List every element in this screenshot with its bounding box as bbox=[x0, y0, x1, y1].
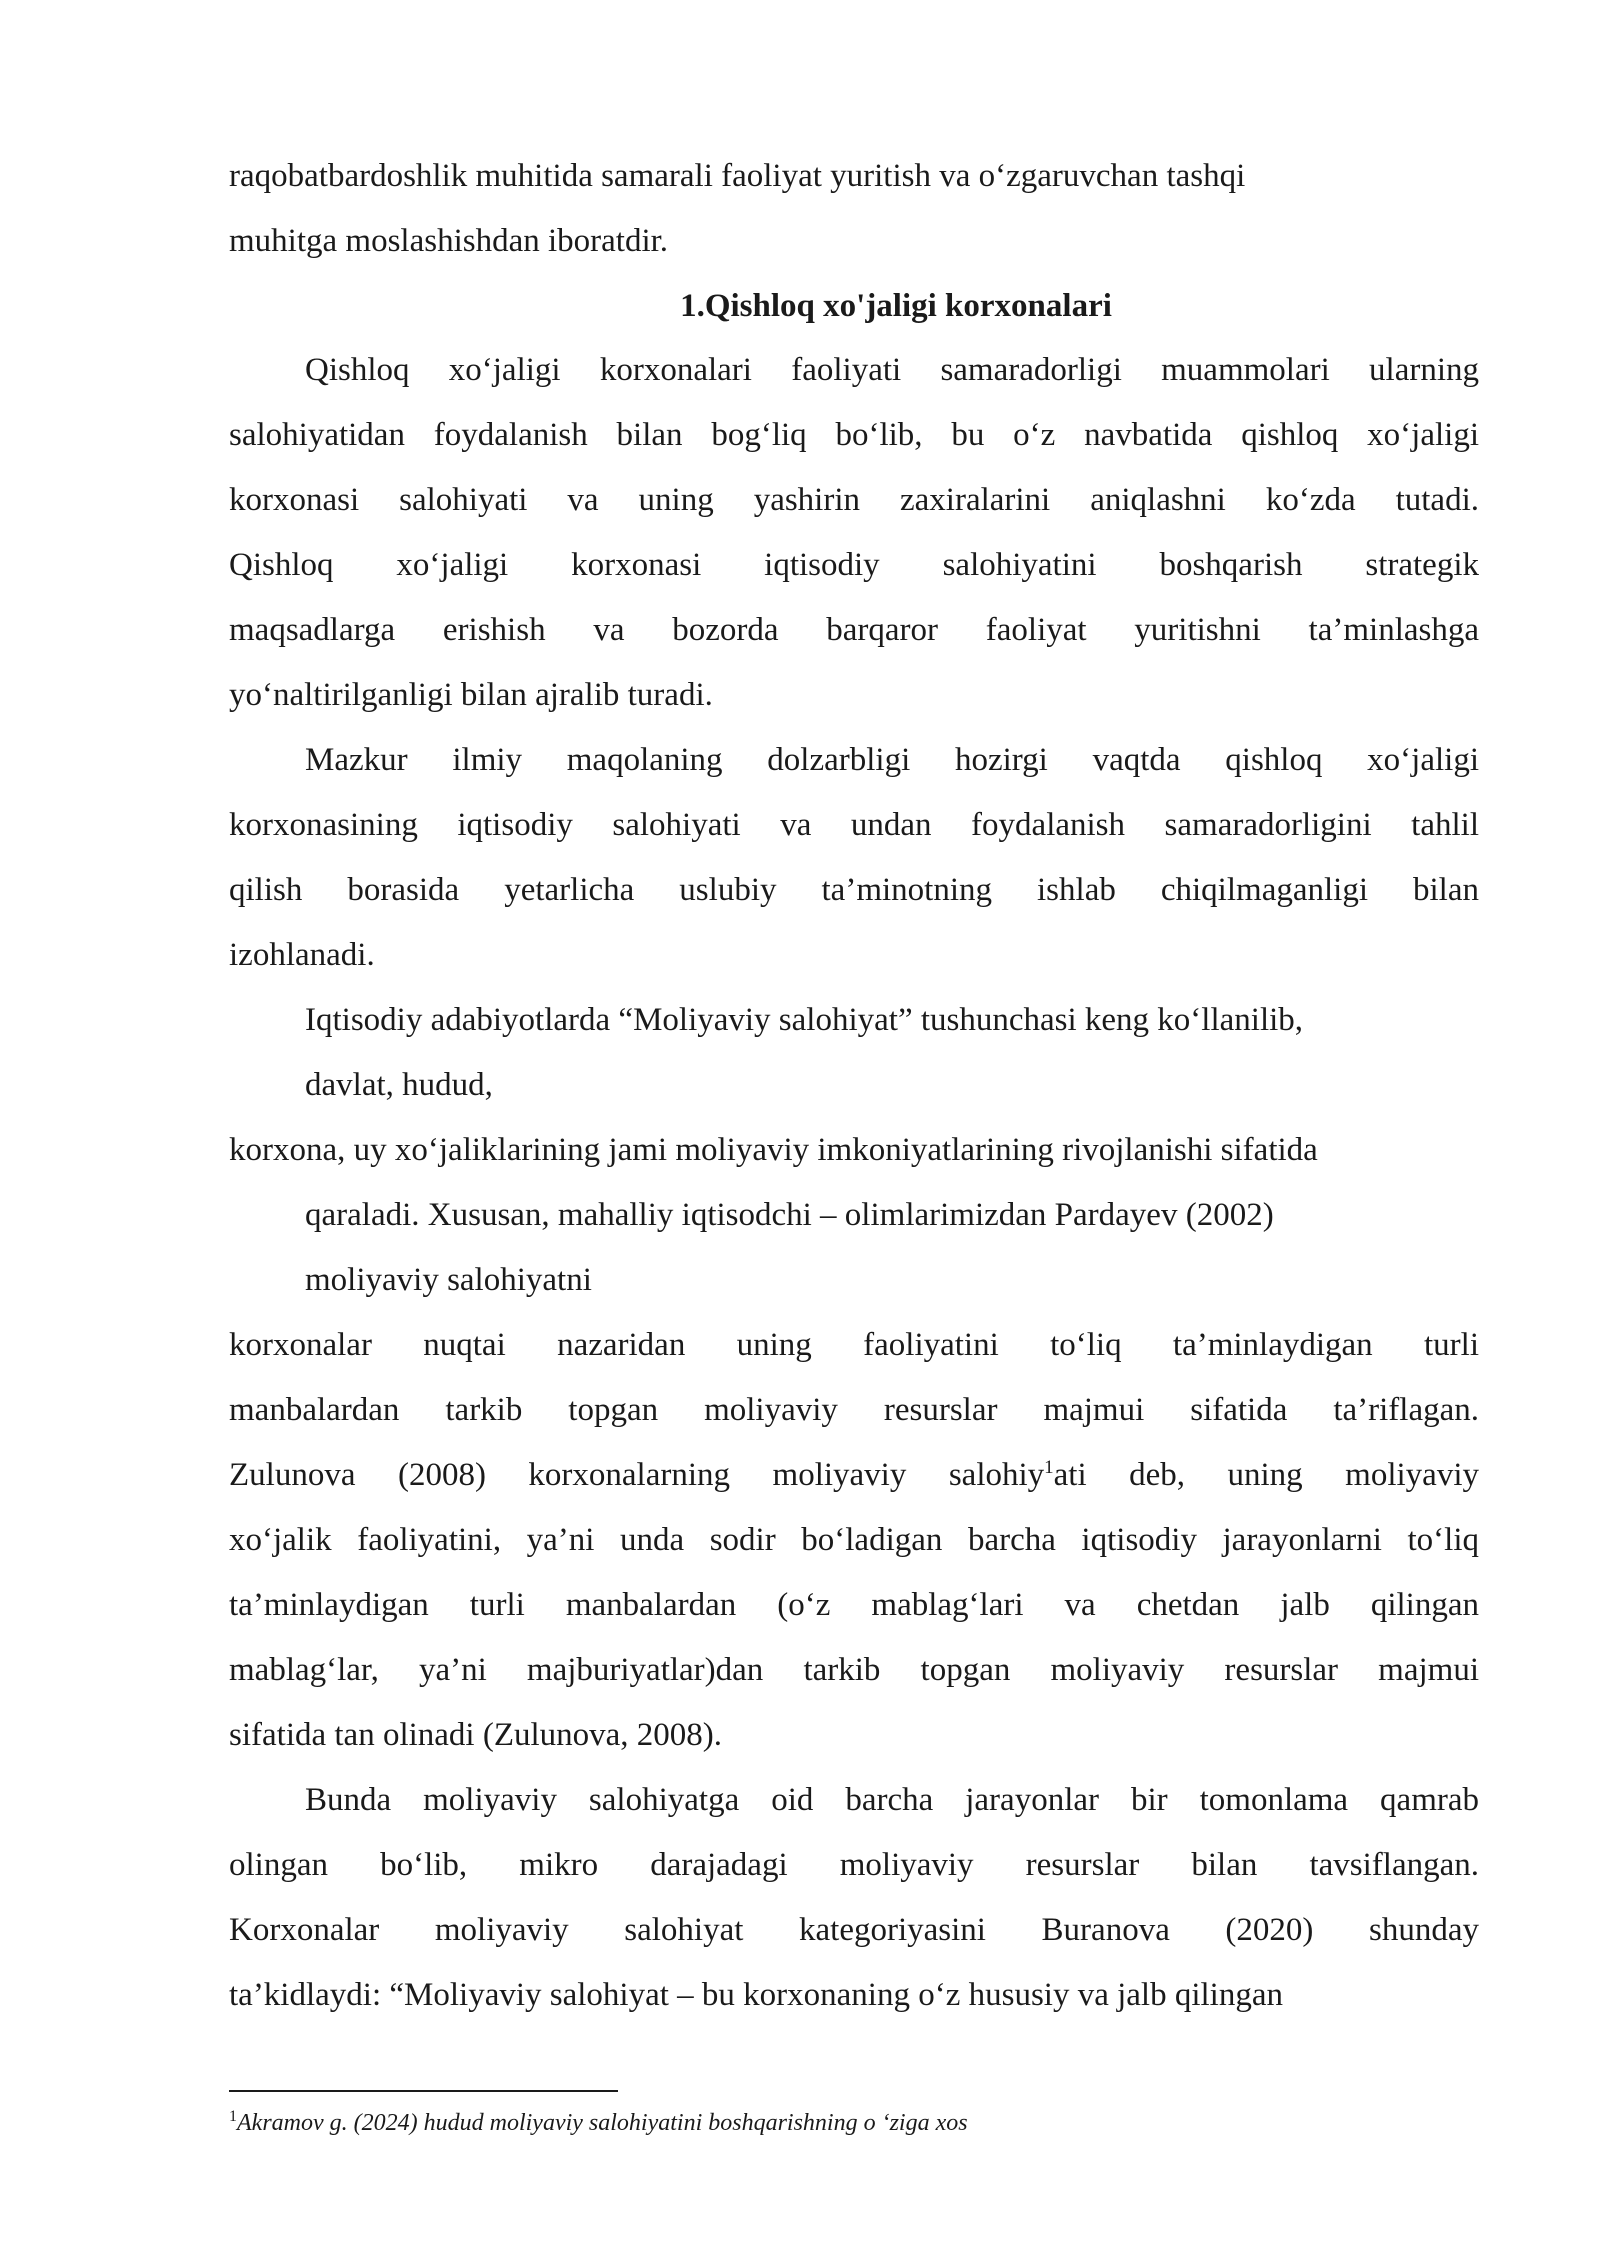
section-heading: 1.Qishloq xo'jaligi korxonalari bbox=[680, 288, 1112, 324]
body-text-line: salohiyatidan foydalanish bilan bog‘liq bo‘lib, bu o‘z navbatida qishloq xo‘jaligi bbox=[229, 417, 1479, 453]
body-text-line: korxonasi salohiyati va uning yashirin zaxiralarini aniqlashni ko‘zda tutadi. bbox=[229, 482, 1479, 518]
body-text-line: Qishloq xo‘jaligi korxonalari faoliyati samaradorligi muammolari ularning bbox=[305, 352, 1479, 388]
body-text-line: olingan bo‘lib, mikro darajadagi moliyaviy resurslar bilan tavsiflangan. bbox=[229, 1847, 1479, 1883]
body-text-line: korxona, uy xo‘jaliklarining jami moliyaviy imkoniyatlarining rivojlanishi sifatida bbox=[229, 1132, 1318, 1168]
body-text-line: ta’kidlaydi: “Moliyaviy salohiyat – bu korxonaning o‘z hususiy va jalb qilingan bbox=[229, 1977, 1283, 2013]
body-text-line: yo‘naltirilganligi bilan ajralib turadi. bbox=[229, 677, 713, 713]
body-text-line: davlat, hudud, bbox=[305, 1067, 493, 1103]
body-text-line: moliyaviy salohiyatni bbox=[305, 1262, 592, 1298]
body-text-line: qilish borasida yetarlicha uslubiy ta’minotning ishlab chiqilmaganligi bilan bbox=[229, 872, 1479, 908]
body-text-line: korxonasining iqtisodiy salohiyati va undan foydalanish samaradorligini tahlil bbox=[229, 807, 1479, 843]
body-text-line: korxonalar nuqtai nazaridan uning faoliyatini to‘liq ta’minlaydigan turli bbox=[229, 1327, 1479, 1363]
body-text-line: maqsadlarga erishish va bozorda barqaror faoliyat yuritishni ta’minlashga bbox=[229, 612, 1479, 648]
body-text-line: xo‘jalik faoliyatini, ya’ni unda sodir bo‘ladigan barcha iqtisodiy jarayonlarni to‘liq bbox=[229, 1522, 1479, 1558]
body-text-line: Iqtisodiy adabiyotlarda “Moliyaviy salohiyat” tushunchasi keng ko‘llanilib, bbox=[305, 1002, 1304, 1038]
body-text-line: Korxonalar moliyaviy salohiyat kategoriyasini Buranova (2020) shunday bbox=[229, 1912, 1479, 1948]
body-text-line: Mazkur ilmiy maqolaning dolzarbligi hozirgi vaqtda qishloq xo‘jaligi bbox=[305, 742, 1479, 778]
footnote-reference[interactable]: 1 bbox=[1044, 1457, 1054, 1478]
body-text-line: manbalardan tarkib topgan moliyaviy resurslar majmui sifatida ta’riflagan. bbox=[229, 1392, 1479, 1428]
body-text-line: mablag‘lar, ya’ni majburiyatlar)dan tarkib topgan moliyaviy resurslar majmui bbox=[229, 1652, 1479, 1688]
footnote-text: Akramov g. (2024) hudud moliyaviy salohiyatini boshqarishning o ‘ziga xos bbox=[237, 2110, 968, 2136]
text-segment: ati deb, uning moliyaviy bbox=[1053, 1457, 1479, 1493]
body-text-line: sifatida tan olinadi (Zulunova, 2008). bbox=[229, 1717, 723, 1753]
body-text-line: izohlanadi. bbox=[229, 937, 375, 973]
body-text-line: raqobatbardoshlik muhitida samarali faoliyat yuritish va o‘zgaruvchan tashqi bbox=[229, 158, 1246, 194]
footnote-mark: 1 bbox=[229, 2108, 237, 2125]
body-text-line: qaraladi. Xususan, mahalliy iqtisodchi – olimlarimizdan Pardayev (2002) bbox=[305, 1197, 1274, 1233]
footnote bbox=[229, 2108, 968, 2138]
text-segment: Zulunova (2008) korxonalarning moliyaviy salohiy bbox=[229, 1457, 1045, 1493]
body-text-line: Bunda moliyaviy salohiyatga oid barcha jarayonlar bir tomonlama qamrab bbox=[305, 1782, 1479, 1818]
body-text-line: ta’minlaydigan turli manbalardan (o‘z mablag‘lari va chetdan jalb qilingan bbox=[229, 1587, 1479, 1623]
body-text-line: Qishloq xo‘jaligi korxonasi iqtisodiy salohiyatini boshqarish strategik bbox=[229, 547, 1479, 583]
body-text-line: muhitga moslashishdan iboratdir. bbox=[229, 223, 669, 259]
body-text-line-with-footnote-ref bbox=[229, 1453, 1479, 1497]
footnote-separator bbox=[229, 2090, 618, 2092]
